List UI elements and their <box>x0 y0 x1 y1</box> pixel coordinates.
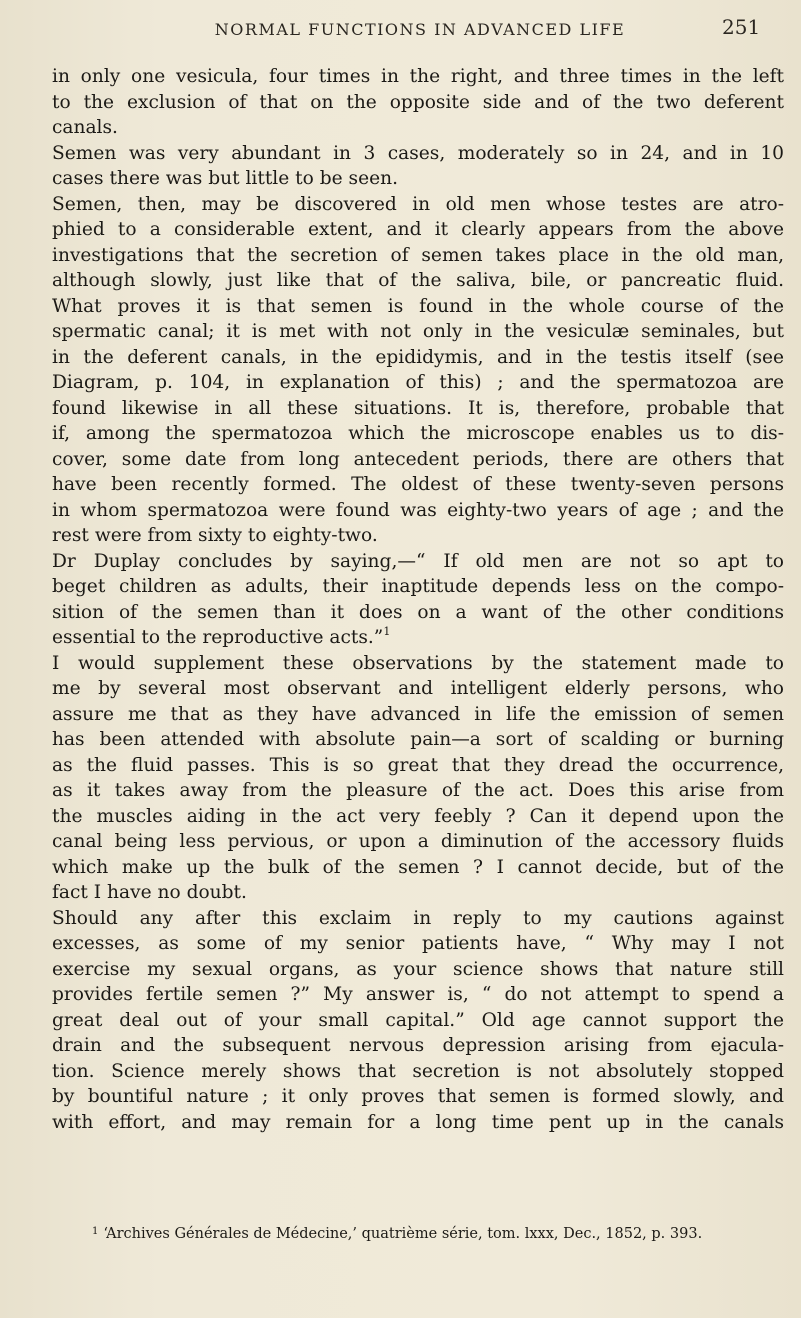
text-line: which make up the bulk of the semen ? I cannot decide, but of the <box>52 856 784 878</box>
text-line: as the fluid passes. This is so great that they dread the occurrence, <box>52 754 784 776</box>
text-line: cover, some date from long antecedent periods, there are others that <box>52 448 784 470</box>
text-line: great deal out of your small capital.” Old age cannot support the <box>52 1009 784 1031</box>
text-line: spermatic canal; it is met with not only in the vesiculæ seminales, but <box>52 321 784 342</box>
text-line: have been recently formed. The oldest of these twenty-seven persons <box>52 474 784 495</box>
footnote <box>92 1226 792 1242</box>
text-line: has been attended with absolute pain—a sort of scalding or burning <box>52 729 784 750</box>
text-line: canals. <box>52 117 118 138</box>
text-line: in only one vesicula, four times in the right, and three times in the left <box>52 66 784 87</box>
text-line: Should any after this exclaim in reply to my cautions against <box>52 907 784 929</box>
text-line: in the deferent canals, in the epididymis, and in the testis itself (see <box>52 346 784 368</box>
text-line: excesses, as some of my senior patients have, “ Why may I not <box>52 933 784 954</box>
text-line: investigations that the secretion of semen takes place in the old man, <box>52 244 784 266</box>
text-line-with-footnote-ref <box>52 625 784 651</box>
text-line: provides fertile semen ?” My answer is, “ do not attempt to spend a <box>52 984 784 1005</box>
text-line: me by several most observant and intelligent elderly persons, who <box>52 678 784 699</box>
text-line: if, among the spermatozoa which the microscope enables us to dis- <box>52 423 784 444</box>
text-line: Semen, then, may be discovered in old men whose testes are atro- <box>52 193 784 215</box>
text-line: Diagram, p. 104, in explanation of this) ; and the spermatozoa are <box>52 372 784 393</box>
text-line: in whom spermatozoa were found was eighty-two years of age ; and the <box>52 499 784 521</box>
running-head: NORMAL FUNCTIONS IN ADVANCED LIFE <box>214 20 626 39</box>
text-line: with effort, and may remain for a long time pent up in the canals <box>52 1111 784 1133</box>
text-line: canal being less pervious, or upon a diminution of the accessory fluids <box>52 831 784 852</box>
footnote-marker: 1 <box>92 1226 99 1237</box>
text-line: phied to a considerable extent, and it clearly appears from the above <box>52 219 784 240</box>
text-line: fact I have no doubt. <box>52 882 247 903</box>
footnote-reference: 1 <box>383 625 391 638</box>
page-number: 251 <box>722 15 761 39</box>
text-line: tion. Science merely shows that secretion is not absolutely stopped <box>52 1060 784 1082</box>
text-line: to the exclusion of that on the opposite side and of the two deferent <box>52 91 784 113</box>
text-line: exercise my sexual organs, as your science shows that nature still <box>52 958 784 980</box>
text-line: What proves it is that semen is found in the whole course of the <box>52 295 784 317</box>
text-line: cases there was but little to be seen. <box>52 168 398 189</box>
body-text <box>52 64 784 1135</box>
text-line: as it takes away from the pleasure of the act. Does this arise from <box>52 780 784 801</box>
text-line: rest were from sixty to eighty-two. <box>52 525 378 546</box>
text-line: by bountiful nature ; it only proves that semen is formed slowly, and <box>52 1086 784 1107</box>
text-line: the muscles aiding in the act very feebly ? Can it depend upon the <box>52 805 784 827</box>
text-line: drain and the subsequent nervous depression arising from ejacula- <box>52 1035 784 1056</box>
text-line-content: essential to the reproductive acts.” <box>52 627 384 648</box>
text-line: although slowly, just like that of the saliva, bile, or pancreatic fluid. <box>52 270 784 291</box>
text-line: found likewise in all these situations. It is, therefore, probable that <box>52 397 784 419</box>
footnote-text: ‘Archives Générales de Médecine,’ quatrième série, tom. lxxx, Dec., 1852, p. 393. <box>103 1226 703 1242</box>
text-line: I would supplement these observations by the statement made to <box>52 652 784 674</box>
text-line: Dr Duplay concludes by saying,—“ If old men are not so apt to <box>52 550 784 572</box>
text-line: Semen was very abundant in 3 cases, moderately so in 24, and in 10 <box>52 142 784 164</box>
text-line: beget children as adults, their inaptitude depends less on the compo- <box>52 576 784 597</box>
text-line: assure me that as they have advanced in life the emission of semen <box>52 703 784 725</box>
text-line: sition of the semen than it does on a want of the other conditions <box>52 601 784 623</box>
